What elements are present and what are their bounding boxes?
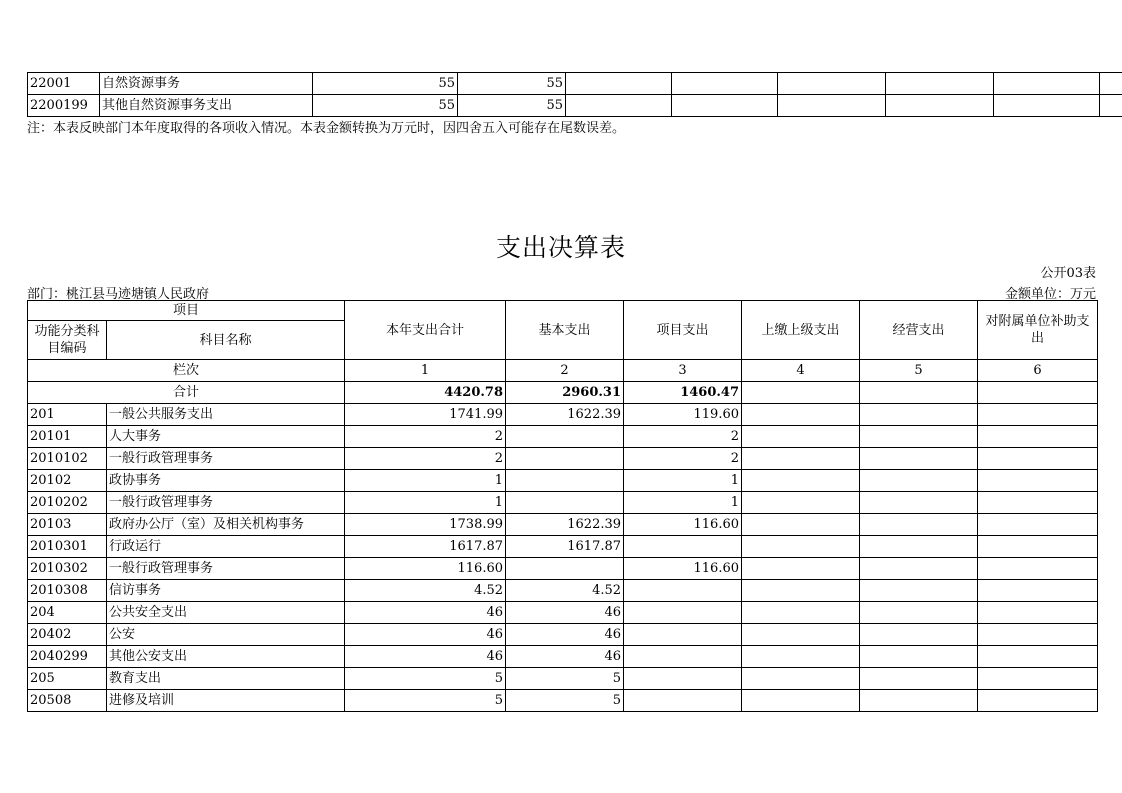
column-number: 5: [860, 360, 978, 382]
header-total: 本年支出合计: [345, 301, 506, 360]
cell-name: 自然资源事务: [100, 73, 313, 95]
cell-name: 政协事务: [107, 470, 345, 492]
cell-basic: 4.52: [506, 580, 624, 602]
cell-project: 2: [624, 448, 742, 470]
total-project: 1460.47: [624, 382, 742, 404]
cell-total: 46: [345, 646, 506, 668]
table-row: [28, 536, 1098, 558]
column-number: 3: [624, 360, 742, 382]
cell-business: [860, 448, 978, 470]
cell-total: 46: [345, 602, 506, 624]
column-number-row: [28, 360, 1098, 382]
cell-basic: 1622.39: [506, 514, 624, 536]
cell-project: 1: [624, 492, 742, 514]
total-row: [28, 382, 1098, 404]
cell-c6: [672, 95, 778, 117]
cell-business: [860, 404, 978, 426]
cell-business: [860, 690, 978, 712]
cell-total: 1738.99: [345, 514, 506, 536]
table-note: 注：本表反映部门本年度取得的各项收入情况。本表金额转换为万元时，因四舍五入可能存在尾数误差。: [27, 121, 626, 136]
cell-total: 116.60: [345, 558, 506, 580]
table-row: [28, 514, 1098, 536]
cell-upper: [742, 690, 860, 712]
cell-upper: [742, 470, 860, 492]
cell-total: 46: [345, 624, 506, 646]
cell-name: 政府办公厅（室）及相关机构事务: [107, 514, 345, 536]
cell-total: 4.52: [345, 580, 506, 602]
cell-c8: [886, 73, 994, 95]
cell-code: 205: [28, 668, 107, 690]
cell-business: [860, 470, 978, 492]
table-row: [28, 668, 1098, 690]
cell-business: [860, 602, 978, 624]
cell-project: 119.60: [624, 404, 742, 426]
cell-basic: 1617.87: [506, 536, 624, 558]
cell-upper: [742, 448, 860, 470]
cell-code: 2010301: [28, 536, 107, 558]
cell-code: 2010202: [28, 492, 107, 514]
cell-c9: [994, 95, 1100, 117]
header-name: 科目名称: [107, 321, 345, 360]
table-row: [28, 624, 1098, 646]
cell-subsidy: [978, 470, 1098, 492]
department-label: 部门：桃江县马迹塘镇人民政府: [27, 287, 210, 302]
total-subsidy: [978, 382, 1098, 404]
cell-project: 2: [624, 426, 742, 448]
cell-code: 201: [28, 404, 107, 426]
cell-business: [860, 646, 978, 668]
cell-upper: [742, 624, 860, 646]
cell-name: 其他公安支出: [107, 646, 345, 668]
cell-name: 公共安全支出: [107, 602, 345, 624]
cell-code: 20508: [28, 690, 107, 712]
cell-subsidy: [978, 448, 1098, 470]
cell-total: 1617.87: [345, 536, 506, 558]
cell-business: [860, 668, 978, 690]
amount-unit: 金额单位：万元: [1004, 287, 1096, 302]
cell-code: 2010308: [28, 580, 107, 602]
cell-name: 教育支出: [107, 668, 345, 690]
top-table: [27, 72, 1122, 117]
cell-c7: [778, 95, 886, 117]
table-row: [28, 558, 1098, 580]
header-code: 功能分类科目编码: [28, 321, 107, 360]
header-item: 项目: [28, 301, 345, 321]
cell-basic: 46: [506, 624, 624, 646]
cell-subsidy: [978, 646, 1098, 668]
cell-code: 20402: [28, 624, 107, 646]
cell-subsidy: [978, 536, 1098, 558]
cell-name: 其他自然资源事务支出: [100, 95, 313, 117]
cell-name: 信访事务: [107, 580, 345, 602]
cell-business: [860, 426, 978, 448]
cell-subsidy: [978, 514, 1098, 536]
cell-upper: [742, 536, 860, 558]
cell-total: 1: [345, 470, 506, 492]
cell-code: 2010102: [28, 448, 107, 470]
cell-basic: [506, 448, 624, 470]
cell-basic: 55: [458, 73, 566, 95]
cell-c8: [886, 95, 994, 117]
table-row: [28, 470, 1098, 492]
header-basic: 基本支出: [506, 301, 624, 360]
cell-c10: [1100, 73, 1122, 95]
header-project: 项目支出: [624, 301, 742, 360]
cell-upper: [742, 426, 860, 448]
column-number: 6: [978, 360, 1098, 382]
cell-code: 2200199: [28, 95, 100, 117]
top-table-row: [28, 95, 1122, 117]
table-row: [28, 492, 1098, 514]
cell-name: 公安: [107, 624, 345, 646]
page-title: 支出决算表: [495, 233, 626, 262]
cell-subsidy: [978, 580, 1098, 602]
cell-project: [624, 668, 742, 690]
cell-subsidy: [978, 492, 1098, 514]
cell-project: [624, 624, 742, 646]
cell-total: 55: [313, 95, 458, 117]
cell-upper: [742, 404, 860, 426]
cell-project: [624, 602, 742, 624]
header-row: [28, 301, 1098, 321]
total-label: 合计: [28, 382, 345, 404]
cell-c9: [994, 73, 1100, 95]
cell-basic: [506, 426, 624, 448]
cell-basic: [506, 492, 624, 514]
cell-upper: [742, 668, 860, 690]
cell-total: 5: [345, 668, 506, 690]
cell-name: 行政运行: [107, 536, 345, 558]
table-row: [28, 690, 1098, 712]
cell-basic: [506, 558, 624, 580]
cell-upper: [742, 492, 860, 514]
cell-basic: 5: [506, 668, 624, 690]
cell-business: [860, 536, 978, 558]
cell-project: 116.60: [624, 558, 742, 580]
cell-upper: [742, 580, 860, 602]
cell-name: 一般行政管理事务: [107, 558, 345, 580]
cell-c6: [672, 73, 778, 95]
cell-total: 2: [345, 426, 506, 448]
cell-project: [624, 646, 742, 668]
cell-name: 进修及培训: [107, 690, 345, 712]
cell-name: 一般行政管理事务: [107, 448, 345, 470]
table-row: [28, 580, 1098, 602]
cell-project: 116.60: [624, 514, 742, 536]
total-basic: 2960.31: [506, 382, 624, 404]
cell-code: 2040299: [28, 646, 107, 668]
total-upper: [742, 382, 860, 404]
table-row: [28, 602, 1098, 624]
cell-name: 一般行政管理事务: [107, 492, 345, 514]
cell-total: 2: [345, 448, 506, 470]
table-row: [28, 448, 1098, 470]
cell-basic: 46: [506, 646, 624, 668]
table-row: [28, 404, 1098, 426]
cell-basic: 1622.39: [506, 404, 624, 426]
cell-code: 22001: [28, 73, 100, 95]
cell-code: 2010302: [28, 558, 107, 580]
cell-total: 1: [345, 492, 506, 514]
cell-total: 1741.99: [345, 404, 506, 426]
column-number: 4: [742, 360, 860, 382]
column-number: 1: [345, 360, 506, 382]
cell-total: 5: [345, 690, 506, 712]
column-label: 栏次: [28, 360, 345, 382]
cell-upper: [742, 602, 860, 624]
cell-subsidy: [978, 690, 1098, 712]
table-row: [28, 426, 1098, 448]
cell-subsidy: [978, 668, 1098, 690]
header-upper: 上缴上级支出: [742, 301, 860, 360]
cell-upper: [742, 646, 860, 668]
cell-c7: [778, 73, 886, 95]
cell-c10: [1100, 95, 1122, 117]
cell-c5: [566, 73, 672, 95]
header-business: 经营支出: [860, 301, 978, 360]
top-table-row: [28, 73, 1122, 95]
total-sum: 4420.78: [345, 382, 506, 404]
cell-code: 20101: [28, 426, 107, 448]
cell-total: 55: [313, 73, 458, 95]
cell-basic: [506, 470, 624, 492]
expenditure-table: [27, 300, 1098, 712]
header-subsidy: 对附属单位补助支出: [978, 301, 1098, 360]
cell-name: 一般公共服务支出: [107, 404, 345, 426]
cell-c5: [566, 95, 672, 117]
cell-upper: [742, 558, 860, 580]
cell-project: [624, 580, 742, 602]
cell-subsidy: [978, 624, 1098, 646]
cell-name: 人大事务: [107, 426, 345, 448]
table-row: [28, 646, 1098, 668]
total-business: [860, 382, 978, 404]
cell-project: [624, 690, 742, 712]
cell-business: [860, 624, 978, 646]
cell-project: [624, 536, 742, 558]
cell-subsidy: [978, 602, 1098, 624]
cell-business: [860, 492, 978, 514]
cell-subsidy: [978, 426, 1098, 448]
cell-upper: [742, 514, 860, 536]
cell-code: 20102: [28, 470, 107, 492]
column-number: 2: [506, 360, 624, 382]
cell-subsidy: [978, 558, 1098, 580]
cell-basic: 5: [506, 690, 624, 712]
cell-business: [860, 580, 978, 602]
form-number: 公开03表: [1040, 266, 1096, 281]
cell-code: 204: [28, 602, 107, 624]
cell-business: [860, 514, 978, 536]
cell-basic: 46: [506, 602, 624, 624]
cell-code: 20103: [28, 514, 107, 536]
cell-basic: 55: [458, 95, 566, 117]
cell-project: 1: [624, 470, 742, 492]
cell-subsidy: [978, 404, 1098, 426]
cell-business: [860, 558, 978, 580]
